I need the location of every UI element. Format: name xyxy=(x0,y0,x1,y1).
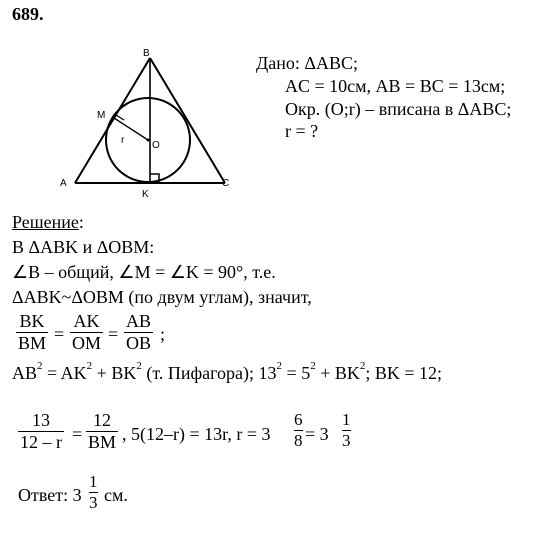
fraction-bk-bm: BK BM xyxy=(18,311,47,353)
given-line2: Окр. (O;r) – вписана в ΔABC; xyxy=(285,99,512,119)
given-line3: r = ? xyxy=(285,121,319,141)
label-b: B xyxy=(143,48,150,59)
semicolon: ; xyxy=(160,324,166,344)
label-k: K xyxy=(142,189,149,200)
radius-om xyxy=(114,118,148,140)
center-point xyxy=(147,139,150,142)
answer-unit: см. xyxy=(104,485,128,505)
side-bc xyxy=(150,58,225,183)
fraction-6-8: 6 8 xyxy=(294,410,303,450)
solution-heading: Решение: xyxy=(12,212,84,232)
fraction-ab-ob: AB OB xyxy=(126,311,152,353)
label-a: A xyxy=(60,178,67,189)
problem-number: 689. xyxy=(12,4,44,24)
label-r: r xyxy=(121,135,125,146)
triangle-figure xyxy=(0,0,260,205)
solution-line2: ∠B – общий, ∠M = ∠K = 90°, т.е. xyxy=(12,262,276,282)
answer-label: Ответ: 3 xyxy=(18,485,82,505)
fraction-ak-om: AK OM xyxy=(72,311,102,353)
equals-sign: = xyxy=(72,424,83,444)
solution-line1: В ΔABK и ΔOBM: xyxy=(12,237,155,257)
given-title: Дано: ΔABC; xyxy=(256,53,358,73)
answer-fraction: 1 3 xyxy=(89,472,98,512)
equation-eq-3: = 3 xyxy=(305,424,329,444)
solution-line3: ΔABK~ΔOBM (по двум углам), значит, xyxy=(12,287,312,307)
equation-text: , 5(12–r) = 13r, r = 3 xyxy=(122,424,271,444)
fraction-1-3: 1 3 xyxy=(342,410,351,450)
fraction-13-over-12-minus-r: 13 12 – r xyxy=(20,410,62,452)
label-m: M xyxy=(97,110,106,121)
label-o: O xyxy=(152,140,160,151)
equals-sign: = xyxy=(108,324,119,344)
equals-sign: = xyxy=(54,324,65,344)
given-line1: AC = 10см, AB = BC = 13см; xyxy=(285,76,506,96)
fraction-12-over-bm: 12 BM xyxy=(88,410,117,452)
label-c: C xyxy=(222,178,230,189)
pythagoras-line: $AB^2 = AK^2 + BK^2$ (т. Пифагора); $13^2 = 5^2 + BK^2$; BK = 12; xyxy=(12,360,443,383)
